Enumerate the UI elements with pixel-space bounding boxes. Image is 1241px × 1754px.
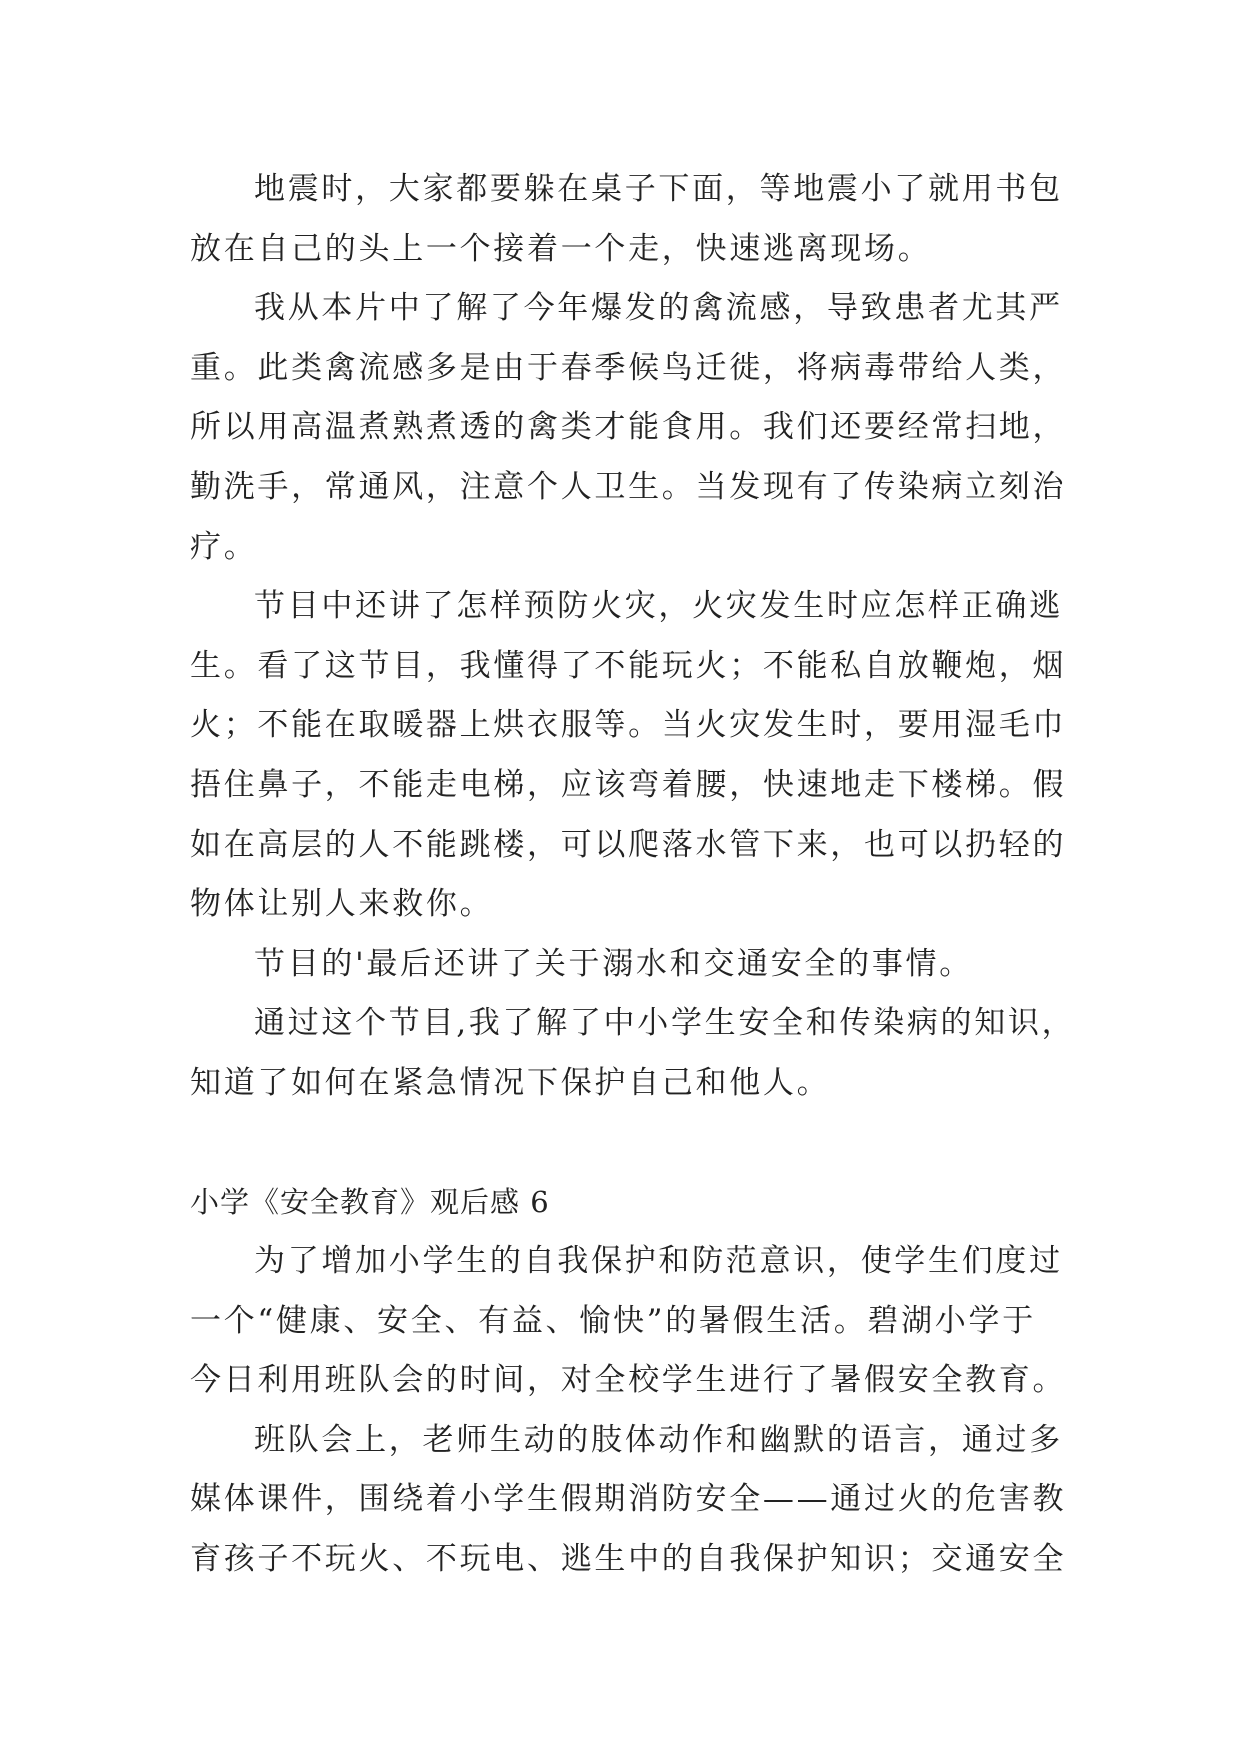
paragraph-drowning-traffic: [190, 935, 1070, 995]
text-line: 疗。: [190, 528, 258, 565]
text-line: 通过这个节目,我了解了中小学生安全和传染病的知识，: [254, 1005, 1076, 1042]
text-line: 生。看了这节目，我懂得了不能玩火；不能私自放鞭炮，烟: [190, 647, 1067, 684]
document-body: [190, 160, 1076, 1590]
text-line: 放在自己的头上一个接着一个走，快速逃离现场。: [190, 230, 932, 267]
text-line: 重。此类禽流感多是由于春季候鸟迁徙，将病毒带给人类，: [190, 349, 1067, 386]
text-line: 物体让别人来救你。: [190, 886, 494, 923]
text-line: 我从本片中了解了今年爆发的禽流感，导致患者尤其严: [254, 290, 1063, 327]
text-line: 所以用高温煮熟煮透的禽类才能食用。我们还要经常扫地，: [190, 409, 1067, 446]
paragraph-earthquake: [190, 160, 1070, 279]
text-line: 为了增加小学生的自我保护和防范意识，使学生们度过: [254, 1243, 1063, 1280]
text-line: 今日利用班队会的时间，对全校学生进行了暑假安全教育。: [190, 1362, 1067, 1399]
text-line: 节目的'最后还讲了关于溺水和交通安全的事情。: [254, 945, 973, 982]
text-line: 媒体课件，围绕着小学生假期消防安全——通过火的危害教: [190, 1481, 1067, 1518]
text-line: 地震时，大家都要躲在桌子下面，等地震小了就用书包: [254, 171, 1063, 207]
section-heading: 小学《安全教育》观后感 6: [190, 1184, 550, 1219]
text-line: 一个“健康、安全、有益、愉快”的暑假生活。碧湖小学于: [190, 1302, 1036, 1339]
text-line: 班队会上，老师生动的肢体动作和幽默的语言，通过多: [254, 1421, 1063, 1458]
text-line: 勤洗手，常通风，注意个人卫生。当发现有了传染病立刻治: [190, 468, 1067, 505]
paragraph-class-meeting: [190, 1411, 1070, 1590]
text-line: 火；不能在取暖器上烘衣服等。当火灾发生时，要用湿毛巾: [190, 707, 1067, 744]
text-line: 捂住鼻子，不能走电梯，应该弯着腰，快速地走下楼梯。假: [190, 766, 1067, 803]
paragraph-summer-safety: [190, 1232, 1070, 1411]
paragraph-bird-flu: [190, 279, 1070, 577]
paragraph-fire-safety: [190, 577, 1070, 935]
text-line: 如在高层的人不能跳楼，可以爬落水管下来，也可以扔轻的: [190, 826, 1067, 863]
paragraph-conclusion: [190, 994, 1076, 1113]
text-line: 育孩子不玩火、不玩电、逃生中的自我保护知识；交通安全: [190, 1541, 1067, 1578]
text-line: 节目中还讲了怎样预防火灾，火灾发生时应怎样正确逃: [254, 588, 1063, 625]
text-line: 知道了如何在紧急情况下保护自己和他人。: [190, 1064, 831, 1101]
